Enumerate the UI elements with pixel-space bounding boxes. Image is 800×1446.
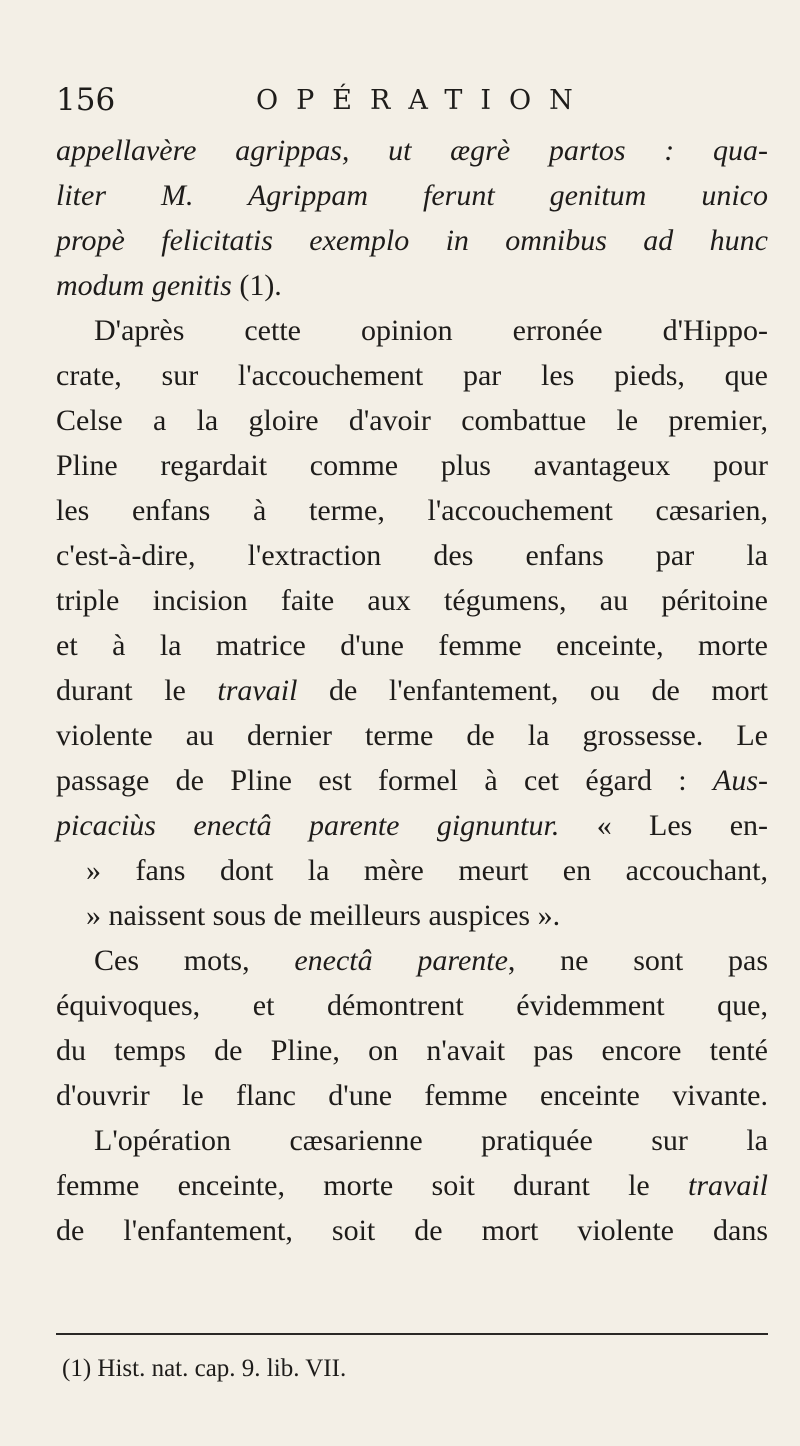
running-title: OPÉRATION: [256, 85, 591, 116]
text-line: d'ouvrir le flanc d'une femme enceinte vivante.: [56, 1079, 768, 1112]
italic-span: Aus-: [713, 764, 768, 797]
body-text: [56, 128, 768, 1253]
text-line: [56, 1163, 768, 1208]
text-line: Celse a la gloire d'avoir combattue le premier,: [56, 404, 768, 437]
text-line: et à la matrice d'une femme enceinte, morte: [56, 629, 768, 662]
text-line: [56, 668, 768, 713]
text-line: triple incision faite aux tégumens, au péritoine: [56, 584, 768, 617]
text-line: » fans dont la mère meurt en accouchant,: [86, 854, 768, 887]
text-line: [56, 803, 768, 848]
text-line: D'après cette opinion erronée d'Hippo-: [94, 314, 768, 347]
italic-span: travail: [688, 1169, 768, 1202]
text-line: les enfans à terme, l'accouchement cæsarien,: [56, 494, 768, 527]
text-line: crate, sur l'accouchement par les pieds, que: [56, 359, 768, 392]
text-line: L'opération cæsarienne pratiquée sur la: [94, 1124, 768, 1157]
text-line: liter M. Agrippam ferunt genitum unico: [56, 179, 768, 212]
text-span: passage de Pline est formel à cet égard :: [56, 764, 713, 797]
text-line: Pline regardait comme plus avantageux pour: [56, 449, 768, 482]
italic-span: modum genitis: [56, 269, 232, 302]
text-line: du temps de Pline, on n'avait pas encore tenté: [56, 1034, 768, 1067]
text-span: durant le: [56, 674, 218, 707]
running-head: [56, 80, 756, 120]
text-span: Ces mots,: [94, 944, 295, 977]
footnote: (1) Hist. nat. cap. 9. lib. VII.: [62, 1355, 347, 1382]
text-line: propè felicitatis exemplo in omnibus ad hunc: [56, 224, 768, 257]
footnote-rule: [56, 1333, 768, 1335]
footnote-ref: (1).: [231, 269, 282, 302]
italic-span: enectâ parente: [294, 944, 508, 977]
text-span: « Les en-: [559, 809, 768, 842]
text-line: c'est-à-dire, l'extraction des enfans par la: [56, 539, 768, 572]
text-line: violente au dernier terme de la grossesse. Le: [56, 719, 768, 752]
text-line: [56, 938, 768, 983]
text-span: femme enceinte, morte soit durant le: [56, 1169, 688, 1202]
page-number: 156: [56, 82, 116, 118]
text-line: » naissent sous de meilleurs auspices ».: [86, 899, 561, 932]
text-line: de l'enfantement, soit de mort violente dans: [56, 1214, 768, 1247]
text-span: de l'enfantement, ou de mort: [297, 674, 769, 707]
text-line: [56, 758, 768, 803]
text-line: équivoques, et démontrent évidemment que,: [56, 989, 768, 1022]
italic-span: picaciùs enectâ parente gignuntur.: [56, 809, 560, 842]
italic-span: travail: [217, 674, 298, 707]
text-line: appellavère agrippas, ut ægrè partos : qua-: [56, 134, 768, 167]
text-span: , ne sont pas: [507, 944, 768, 977]
text-line: [56, 263, 768, 308]
